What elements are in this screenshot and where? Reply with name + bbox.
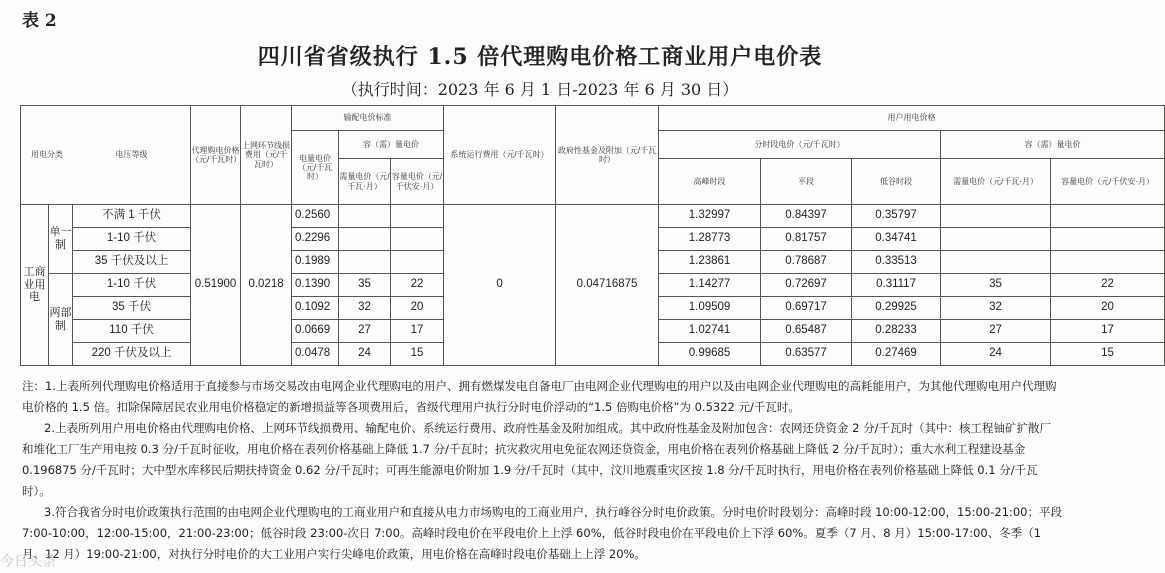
demand-cell: 35 [339,274,391,297]
valley-cell: 0.31117 [852,274,941,297]
header-transmission: 输配电价标准 [292,106,444,131]
voltage-cell: 110 千伏 [73,320,191,343]
flat-cell: 0.69717 [761,297,852,320]
header-valley: 低谷时段 [852,159,941,205]
header-user-demand: 需量电价（元/千瓦·月） [941,159,1051,205]
header-category [21,106,191,205]
demand-cell [339,251,391,274]
flat-cell: 0.81757 [761,228,852,251]
voltage-cell: 35 千伏及以上 [73,251,191,274]
peak-cell: 1.32997 [659,205,761,228]
header-tou: 分时段电价（元/千瓦时） [659,131,941,159]
user-capacity-cell: 17 [1051,320,1165,343]
valley-cell: 0.28233 [852,320,941,343]
user-capacity-cell: 22 [1051,274,1165,297]
demand-cell: 27 [339,320,391,343]
demand-cell: 24 [339,343,391,366]
price-table [20,105,1165,366]
energy-cell: 0.1989 [292,251,339,274]
table-row [21,205,1165,228]
capacity-cell: 20 [391,297,444,320]
energy-cell: 0.1390 [292,274,339,297]
peak-cell: 1.23861 [659,251,761,274]
capacity-cell: 17 [391,320,444,343]
note-3: 3.符合我省分时电价政策执行范围的由电网企业代理购电的工商业用户和直接从电力市场购电的工商业用户，执行峰谷分时电价政策。分时电价时段划分：高峰时段 10:00-12:00，15:00-21:00；平段 7:00-10:00，12:00-15:00，21:00-23:00；低谷时段 23:00-次日 7:00。高峰时段电价在平段电价上上浮 60%，低谷时段电价在平段电价上下浮 60%。夏季（7 月、8 月）15:00-17:00、冬季（1 月、12 月）19:00-21:00，对执行分时电价的大工业用户实行尖峰电价政策，用电价格在高峰时段电价基础上上浮 20%。 [22,505,1062,561]
flat-cell: 0.65487 [761,320,852,343]
demand-cell: 32 [339,297,391,320]
user-capacity-cell [1051,205,1165,228]
energy-cell: 0.1092 [292,297,339,320]
header-voltage-label: 电压等级 [115,150,148,160]
flat-cell: 0.78687 [761,251,852,274]
user-demand-cell: 24 [941,343,1051,366]
fund-cell: 0.04716875 [556,205,659,366]
header-user-price: 用户用电价格 [659,106,1165,131]
voltage-cell: 1-10 千伏 [73,274,191,297]
note-1: 注：1.上表所列代理购电价格适用于直接参与市场交易改由电网企业代理购电的用户、拥有燃煤发电自备电厂由电网企业代理购电的用户以及由电网企业代理购电的高耗能用户，为其他代理购电用户代理购电价格的 1.5 倍。扣除保障居民农业用电价格稳定的新增损益等各项费用后，省级代理用户执行分时电价浮动的“1.5 倍购电价格”为 0.5322 元/千瓦时。 [22,379,1057,414]
proxy-price-cell: 0.51900 [191,205,241,366]
notes [22,376,1062,565]
user-demand-cell [941,205,1051,228]
two-part-cell: 两部制 [49,274,73,366]
header-category-label: 用电分类 [31,150,63,160]
valley-cell: 0.27469 [852,343,941,366]
peak-cell: 0.99685 [659,343,761,366]
energy-cell: 0.0478 [292,343,339,366]
user-demand-cell: 27 [941,320,1051,343]
voltage-cell: 35 千伏 [73,297,191,320]
peak-cell: 1.14277 [659,274,761,297]
peak-cell: 1.28773 [659,228,761,251]
flat-cell: 0.63577 [761,343,852,366]
demand-cell [339,205,391,228]
flat-cell: 0.84397 [761,205,852,228]
header-peak: 高峰时段 [659,159,761,205]
flat-cell: 0.72697 [761,274,852,297]
single-part-cell: 单一制 [49,205,73,274]
category-cell: 工商业用电 [21,205,49,366]
system-fee-cell: 0 [444,205,556,366]
user-capacity-cell: 20 [1051,297,1165,320]
capacity-cell [391,251,444,274]
header-fund: 政府性基金及附加（元/千瓦时） [556,106,659,205]
table-label: 表 2 [22,11,57,31]
page-subtitle: （执行时间：2023 年 6 月 1 日-2023 年 6 月 30 日） [341,80,739,99]
user-demand-cell: 32 [941,297,1051,320]
capacity-cell [391,205,444,228]
header-energy: 电量电价（元/千瓦时） [292,131,339,205]
header-user-demand-group: 容（需）量电价 [941,131,1165,159]
user-demand-cell [941,251,1051,274]
header-proxy-price: 代理购电价格（元/千瓦时） [191,106,241,205]
header-user-capacity: 容量电价（元/千伏安·月） [1051,159,1165,205]
valley-cell: 0.35797 [852,205,941,228]
capacity-cell: 22 [391,274,444,297]
demand-cell [339,228,391,251]
user-demand-cell: 35 [941,274,1051,297]
loss-cell: 0.0218 [241,205,292,366]
user-capacity-cell [1051,228,1165,251]
peak-cell: 1.02741 [659,320,761,343]
note-2: 2.上表所列用户用电价格由代理购电价格、上网环节线损费用、输配电价、系统运行费用、政府性基金及附加组成。其中政府性基金及附加包含：农网还贷资金 2 分/千瓦时（其中：核工程铀矿扩散厂和堆化工厂生产用电按 0.3 分/千瓦时征收，用电价格在表列价格基础上降低 1.7 分/千瓦时；抗灾救灾用电免征农网还贷资金，用电价格在表列价格基础上降低 2 分/千瓦时）；重大水利工程建设基金 0.196875 分/千瓦时；大中型水库移民后期扶持资金 0.62 分/千瓦时；可再生能源电价附加 1.9 分/千瓦时（其中，汶川地震重灾区按 1.8 分/千瓦时执行，用电价格在表列价格基础上降低 0.1 分/千瓦时）。 [22,421,1051,498]
peak-cell: 1.09509 [659,297,761,320]
voltage-cell: 不满 1 千伏 [73,205,191,228]
user-capacity-cell [1051,251,1165,274]
watermark: 今日头条 [0,554,56,570]
user-demand-cell [941,228,1051,251]
header-demand: 需量电价（元/千瓦·月） [339,159,391,205]
energy-cell: 0.0669 [292,320,339,343]
header-loss: 上网环节线损费用（元/千瓦时） [241,106,292,205]
user-capacity-cell: 15 [1051,343,1165,366]
energy-cell: 0.2296 [292,228,339,251]
valley-cell: 0.34741 [852,228,941,251]
capacity-cell: 15 [391,343,444,366]
energy-cell: 0.2560 [292,205,339,228]
voltage-cell: 1-10 千伏 [73,228,191,251]
valley-cell: 0.29925 [852,297,941,320]
header-system-fee: 系统运行费用（元/千瓦时） [444,106,556,205]
header-flat: 平段 [761,159,852,205]
header-demand-group: 容（需）量电价 [339,131,444,159]
voltage-cell: 220 千伏及以上 [73,343,191,366]
capacity-cell [391,228,444,251]
valley-cell: 0.33513 [852,251,941,274]
header-capacity: 容量电价（元/千伏安·月） [391,159,444,205]
page-title: 四川省省级执行 1.5 倍代理购电价格工商业用户电价表 [257,44,823,70]
